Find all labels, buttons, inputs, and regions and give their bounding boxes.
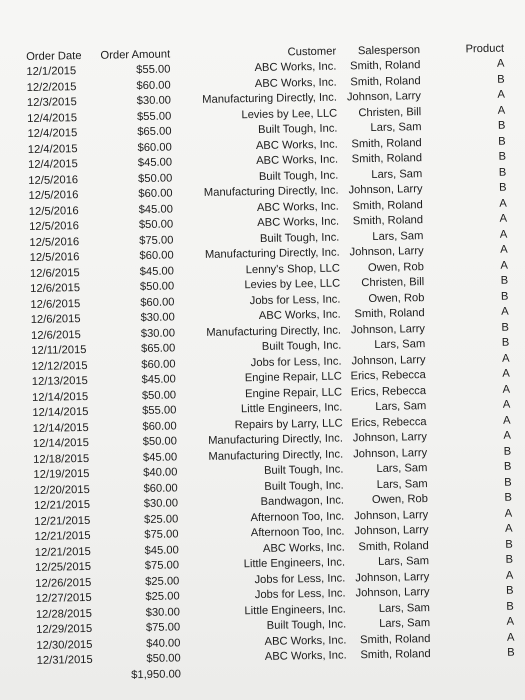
cell-customer: ABC Works, Inc. [264,649,347,663]
cell-order-amount: $60.00 [143,481,178,495]
cell-order-amount: $60.00 [136,78,171,92]
cell-order-amount: $60.00 [138,187,173,201]
cell-customer: Jobs for Less, Inc. [250,355,342,369]
cell-salesperson: Lars, Sam [371,167,423,181]
cell-order-amount: $45.00 [142,450,178,464]
cell-order-date: 12/5/2016 [29,220,80,233]
cell-customer: Jobs for Less, Inc. [254,587,346,602]
cell-salesperson: Owen, Rob [367,260,424,274]
cell-customer: ABC Works, Inc. [256,200,339,214]
cell-customer: Manufacturing Directly, Inc. [203,184,339,199]
cell-salesperson: Johnson, Larry [346,90,422,104]
cell-product: B [498,181,507,194]
cell-order-date: 12/5/2016 [29,235,80,249]
cell-product: B [500,274,509,287]
cell-customer: Afternoon Too, Inc. [250,510,345,524]
header-product: Product [465,42,505,55]
cell-product: A [496,57,505,70]
cell-product: B [505,553,514,566]
cell-order-date: 12/11/2015 [31,343,87,357]
cell-salesperson: Smith, Roland [350,59,421,73]
cell-order-date: 12/14/2015 [32,390,89,404]
cell-product: A [501,352,510,365]
cell-order-date: 12/12/2015 [31,359,88,373]
cell-customer: Manufacturing Directly, Inc. [204,246,340,261]
cell-order-amount: $65.00 [140,342,176,356]
cell-product: A [503,429,511,442]
cell-salesperson: Erics, Rebecca [350,369,426,383]
cell-order-date: 12/4/2015 [27,142,78,156]
cell-product: B [504,491,513,504]
cell-salesperson: Lars, Sam [379,617,431,630]
cell-order-amount: $60.00 [137,140,172,154]
cell-salesperson: Johnson, Larry [355,586,430,600]
cell-salesperson: Lars, Sam [376,462,428,475]
cell-product: A [497,88,506,101]
cell-order-amount: $55.00 [142,404,177,418]
cell-salesperson: Lars, Sam [377,555,430,568]
cell-customer: Engine Repair, LLC [244,386,343,400]
cell-product: A [505,569,514,582]
cell-order-amount: $45.00 [141,373,176,387]
cell-customer: Manufacturing Directly, Inc. [202,91,338,106]
cell-customer: Jobs for Less, Inc. [249,293,341,307]
cell-product: A [504,522,513,535]
cell-salesperson: Smith, Roland [352,198,423,212]
cell-order-date: 12/20/2015 [33,483,90,497]
cell-product: B [501,336,510,349]
cell-order-date: 12/4/2015 [27,111,78,125]
cell-salesperson: Johnson, Larry [355,570,430,584]
cell-salesperson: Johnson, Larry [353,446,428,460]
cell-product: B [498,166,507,179]
cell-order-amount: $55.00 [136,109,172,123]
cell-order-amount: $25.00 [143,512,179,526]
cell-customer: ABC Works, Inc. [258,308,341,322]
cell-salesperson: Smith, Roland [351,152,423,166]
cell-order-amount: $25.00 [145,574,180,588]
cell-order-date: 12/5/2016 [28,189,79,202]
cell-order-date: 12/5/2016 [28,173,79,187]
cell-product: A [506,631,515,644]
cell-order-amount: $75.00 [145,621,181,634]
cell-salesperson: Smith, Roland [354,307,425,321]
cell-customer: ABC Works, Inc. [254,60,337,75]
cell-product: B [501,321,510,334]
cell-product: B [498,135,506,148]
cell-order-amount: $50.00 [141,388,177,402]
cell-order-amount: $30.00 [140,311,175,325]
cell-order-date: 12/14/2015 [32,436,90,450]
cell-order-amount: $60.00 [141,357,176,371]
cell-order-amount: $45.00 [137,156,173,170]
cell-salesperson: Smith, Roland [350,74,421,88]
cell-order-date: 12/21/2015 [34,514,91,528]
cell-product: B [497,119,506,132]
cell-order-date: 12/6/2015 [30,297,81,311]
cell-salesperson: Johnson, Larry [351,353,426,367]
cell-product: B [497,73,505,86]
cell-product: B [504,476,512,489]
cell-salesperson: Johnson, Larry [352,431,427,445]
cell-order-amount: $30.00 [145,605,180,619]
cell-order-amount: $65.00 [137,125,172,139]
cell-salesperson: Smith, Roland [352,214,424,228]
cell-customer: ABC Works, Inc. [256,153,339,167]
cell-order-date: 12/27/2015 [35,591,92,605]
cell-customer: Manufacturing Directly, Inc. [208,432,343,447]
cell-customer: Built Tough, Inc. [258,169,339,183]
cell-order-amount: $60.00 [140,295,175,309]
cell-order-amount: $50.00 [137,171,173,185]
cell-order-amount: $60.00 [139,249,174,263]
cell-order-amount: $40.00 [143,466,178,480]
cell-order-date: 12/4/2015 [27,127,78,140]
cell-customer: Built Tough, Inc. [261,339,342,353]
cell-salesperson: Smith, Roland [358,539,429,553]
cell-order-date: 12/2/2015 [26,80,77,94]
cell-salesperson: Owen, Rob [368,291,425,305]
cell-order-amount: $50.00 [139,280,175,294]
cell-customer: Manufacturing Directly, Inc. [208,448,344,463]
cell-order-amount: $60.00 [142,419,177,433]
cell-order-amount: $40.00 [146,636,181,650]
cell-customer: Built Tough, Inc. [259,231,340,245]
cell-order-amount: $25.00 [145,590,180,603]
cell-order-date: 12/5/2016 [28,204,79,218]
cell-customer: ABC Works, Inc. [264,633,347,648]
cell-salesperson: Christen, Bill [361,276,425,290]
cell-order-amount: $50.00 [142,435,178,449]
cell-order-date: 12/6/2015 [30,313,81,326]
cell-salesperson: Erics, Rebecca [351,415,427,429]
cell-customer: Built Tough, Inc. [263,463,344,477]
cell-customer: ABC Works, Inc. [262,541,345,555]
cell-product: A [503,414,511,427]
cell-order-date: 12/29/2015 [36,622,93,636]
cell-order-amount: $30.00 [143,497,179,511]
cell-customer: Levies by Lee, LLC [244,277,341,292]
cell-salesperson: Lars, Sam [374,338,426,351]
total-amount: $1,950.00 [131,667,182,681]
cell-order-date: 12/14/2015 [32,405,89,419]
cell-customer: ABC Works, Inc. [255,138,338,152]
cell-product: A [499,212,508,225]
cell-order-date: 12/19/2015 [33,467,90,481]
cell-order-amount: $30.00 [140,326,176,340]
cell-salesperson: Erics, Rebecca [350,384,427,398]
header-order-amount: Order Amount [100,47,171,62]
orders-table [26,39,515,685]
cell-order-date: 12/21/2015 [33,498,91,512]
cell-order-amount: $75.00 [144,559,180,573]
cell-order-amount: $75.00 [139,233,174,247]
cell-customer: Built Tough, Inc. [264,479,344,493]
cell-salesperson: Johnson, Larry [354,524,429,538]
cell-order-date: 12/13/2015 [31,374,88,388]
cell-customer: Repairs by Larry, LLC [234,417,343,431]
cell-customer: Little Engineers, Inc. [240,401,343,416]
cell-salesperson: Lars, Sam [370,121,422,134]
cell-salesperson: Johnson, Larry [348,183,423,197]
cell-product: A [501,305,509,318]
cell-order-date: 12/21/2015 [34,545,91,559]
cell-salesperson: Christen, Bill [358,105,422,119]
cell-customer: Little Engineers, Inc. [244,603,346,617]
cell-salesperson: Owen, Rob [371,493,429,507]
cell-customer: Engine Repair, LLC [244,370,342,385]
cell-product: A [502,398,511,411]
cell-customer: ABC Works, Inc. [254,76,337,90]
cell-product: A [502,367,510,380]
cell-salesperson: Lars, Sam [372,229,424,243]
cell-customer: ABC Works, Inc. [257,215,340,229]
cell-salesperson: Lars, Sam [376,477,428,491]
cell-product: B [506,600,514,613]
cell-order-date: 12/25/2015 [34,560,92,574]
cell-product: A [506,615,515,628]
cell-customer: Little Engineers, Inc. [243,556,346,571]
cell-product: B [503,460,512,473]
cell-order-date: 12/3/2015 [26,96,77,109]
cell-order-date: 12/21/2015 [34,529,91,543]
cell-order-amount: $55.00 [136,63,171,77]
cell-product: A [499,197,507,210]
cell-product: A [497,104,506,117]
cell-salesperson: Johnson, Larry [354,508,429,522]
cell-product: B [500,290,509,303]
cell-customer: Jobs for Less, Inc. [254,572,346,586]
cell-order-date: 12/30/2015 [36,638,93,652]
cell-product: B [498,150,507,163]
cell-product: B [507,646,515,659]
cell-customer: Lenny's Shop, LLC [245,262,341,276]
cell-product: A [500,243,508,256]
cell-order-date: 12/28/2015 [35,607,93,621]
cell-salesperson: Lars, Sam [375,400,427,413]
cell-customer: Manufacturing Directly, Inc. [206,324,342,339]
cell-order-date: 12/6/2015 [30,328,81,342]
cell-product: A [502,383,511,396]
cell-salesperson: Smith, Roland [360,648,431,662]
cell-order-date: 12/1/2015 [26,65,77,78]
cell-customer: Bandwagon, Inc. [260,494,345,508]
cell-salesperson: Smith, Roland [360,632,431,646]
cell-order-date: 12/26/2015 [35,576,92,590]
cell-order-amount: $30.00 [136,94,172,108]
cell-salesperson: Johnson, Larry [350,322,426,336]
cell-product: A [499,228,508,241]
cell-product: B [505,538,513,551]
cell-order-amount: $75.00 [144,528,179,542]
cell-order-date: 12/31/2015 [36,653,93,667]
cell-order-date: 12/5/2016 [29,251,80,264]
cell-order-amount: $45.00 [144,543,179,557]
cell-salesperson: Smith, Roland [351,136,422,150]
cell-order-amount: $50.00 [146,652,181,665]
cell-product: B [503,445,512,458]
cell-order-date: 12/14/2015 [32,421,89,435]
cell-customer: Afternoon Too, Inc. [250,525,345,540]
cell-order-date: 12/4/2015 [27,158,78,171]
cell-order-amount: $45.00 [139,264,175,278]
cell-product: A [504,507,513,520]
cell-order-date: 12/18/2015 [33,452,90,466]
cell-salesperson: Johnson, Larry [349,245,424,259]
header-customer: Customer [287,45,337,58]
cell-salesperson: Lars, Sam [378,601,430,615]
header-order-date: Order Date [26,49,82,63]
cell-order-amount: $50.00 [138,218,174,232]
cell-customer: Built Tough, Inc. [257,122,338,136]
cell-product: B [505,584,514,597]
cell-order-date: 12/6/2015 [30,282,81,295]
orders-body [26,57,514,670]
total-spacer [37,668,105,685]
cell-product: A [500,259,508,272]
cell-order-date: 12/6/2015 [29,266,80,280]
cell-order-amount: $45.00 [138,202,173,216]
cell-customer: Levies by Lee, LLC [241,107,338,121]
header-salesperson: Salesperson [357,43,421,57]
cell-customer: Built Tough, Inc. [266,618,347,632]
